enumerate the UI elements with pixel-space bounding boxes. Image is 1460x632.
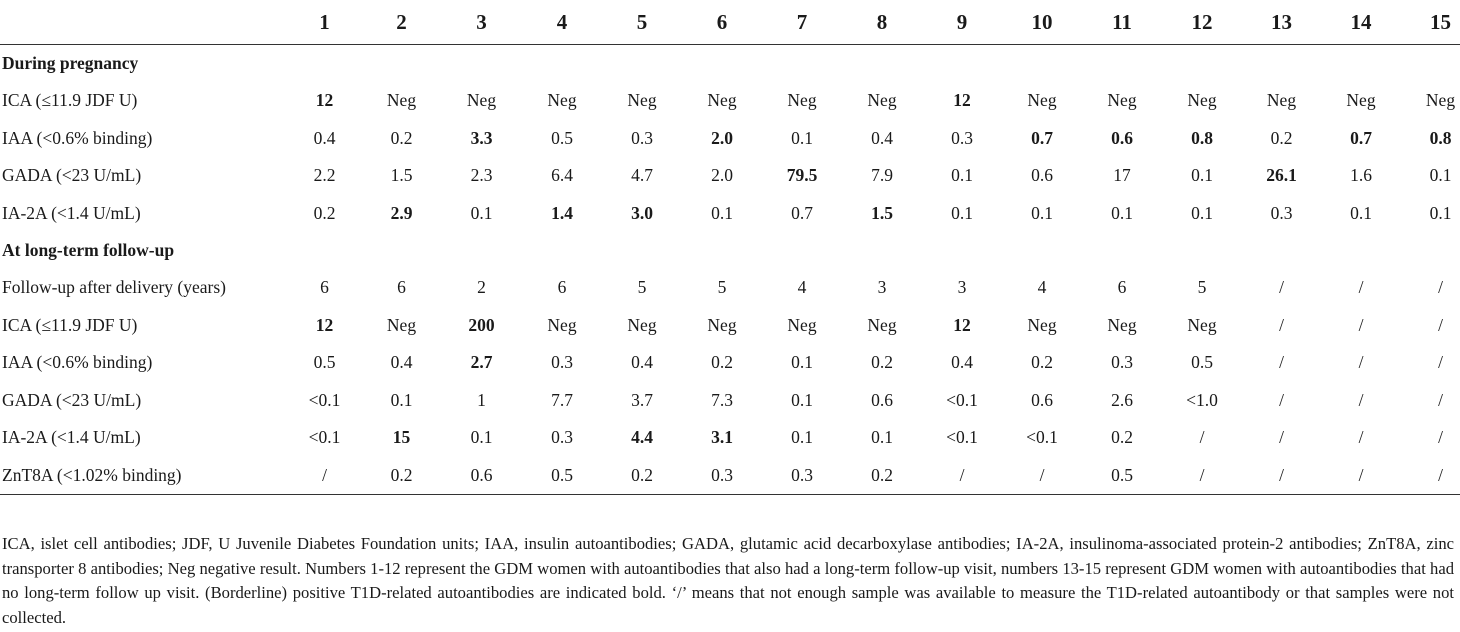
table-cell: 0.5 xyxy=(1191,352,1213,373)
table-cell: / xyxy=(1279,427,1284,448)
table-cell: 5 xyxy=(1197,277,1207,298)
table-cell: Neg xyxy=(386,314,417,335)
table-cell: / xyxy=(1358,427,1364,448)
table-cell: / xyxy=(1279,277,1284,298)
table-cell: 0.1 xyxy=(951,202,973,223)
row-label: ICA (≤11.9 JDF U) xyxy=(2,314,138,335)
table-cell: / xyxy=(1438,352,1443,373)
table-cell: <0.1 xyxy=(1026,427,1058,448)
table-cell: 7.9 xyxy=(871,165,893,186)
table-cell: / xyxy=(1279,389,1284,410)
table-row xyxy=(0,382,1460,420)
table-row xyxy=(0,419,1460,457)
row-label: ZnT8A (<1.02% binding) xyxy=(0,457,287,495)
column-header: 11 xyxy=(1082,0,1162,45)
table-cell: 6 xyxy=(397,277,406,298)
table-cell: Neg xyxy=(1266,90,1297,111)
row-label: IAA (<0.6% binding) xyxy=(2,352,153,373)
table-cell: 0.2 xyxy=(390,127,413,148)
table-cell: Neg xyxy=(386,90,417,111)
table-cell: 2.7 xyxy=(470,352,493,373)
table-cell: 0.2 xyxy=(362,457,441,495)
table-cell: 2.2 xyxy=(313,165,336,186)
table-cell: Neg xyxy=(547,90,577,111)
table-cell: 0.1 xyxy=(1429,165,1452,186)
table-cell: 0.6 xyxy=(1031,389,1053,410)
table-cell: 0.5 xyxy=(1082,457,1162,495)
table-cell: 0.1 xyxy=(470,427,493,448)
table-cell: 0.1 xyxy=(951,165,973,186)
table-cell: 12 xyxy=(315,314,334,335)
table-cell: 0.1 xyxy=(791,389,813,410)
table-cell: / xyxy=(1358,389,1364,410)
table-cell: 0.1 xyxy=(791,352,813,373)
table-cell: 5 xyxy=(637,277,647,298)
table-cell: 0.4 xyxy=(390,352,413,373)
table-cell: 1 xyxy=(477,389,486,410)
table-cell: 6.4 xyxy=(551,165,573,186)
column-header: 14 xyxy=(1321,0,1401,45)
column-header: 2 xyxy=(362,0,441,45)
column-header: 5 xyxy=(602,0,682,45)
table-cell: 0.1 xyxy=(1191,165,1213,186)
table-cell: / xyxy=(1279,314,1284,335)
table-row xyxy=(0,344,1460,382)
row-label: GADA (<23 U/mL) xyxy=(2,389,142,410)
column-header: 13 xyxy=(1242,0,1321,45)
table-cell: 200 xyxy=(468,314,495,335)
table-cell: / xyxy=(1401,457,1460,495)
table-cell: Neg xyxy=(1107,90,1137,111)
table-cell: / xyxy=(287,457,362,495)
row-label: IAA (<0.6% binding) xyxy=(2,127,153,148)
table-cell: 0.3 xyxy=(762,457,842,495)
table-row xyxy=(0,157,1460,195)
table-cell: 0.2 xyxy=(711,352,733,373)
table-cell: 15 xyxy=(392,427,411,448)
table-cell: 0.1 xyxy=(871,427,893,448)
table-cell: 0.2 xyxy=(842,457,922,495)
table-cell: 0.1 xyxy=(1111,202,1133,223)
table-row xyxy=(0,195,1460,233)
table-cell: 0.7 xyxy=(1031,127,1053,148)
section-title: During pregnancy xyxy=(2,53,139,73)
table-cell: 0.8 xyxy=(1191,127,1213,148)
table-cell: 6 xyxy=(1117,277,1127,298)
column-header: 4 xyxy=(522,0,602,45)
table-cell: 3.3 xyxy=(470,127,493,148)
table-cell: / xyxy=(1438,389,1443,410)
table-cell: Neg xyxy=(707,90,737,111)
table-cell: 6 xyxy=(320,277,329,298)
table-footnote: ICA, islet cell antibodies; JDF, U Juvenile Diabetes Foundation units; IAA, insulin autoantibodies; GADA, glutamic acid decarboxylase antibodies; IA-2A, insulinoma-associated protein-2 antibodies; ZnT8A, zinc transporter 8 antibodies; Neg negative result. Numbers 1-12 represent the GDM women with autoantibodies that also had a long-term follow-up visit, numbers 13-15 represent GDM women with autoantibodies that had no long-term follow up visit. (Borderline) positive T1D-related autoantibodies are indicated bold. ‘/’ means that not enough sample was available to measure the T1D-related autoantibody or that samples were not collected. xyxy=(2,534,1454,627)
table-cell: 5 xyxy=(717,277,727,298)
table-cell: 12 xyxy=(953,314,971,335)
table-cell: 0.5 xyxy=(313,352,336,373)
column-header: 10 xyxy=(1002,0,1082,45)
table-cell: 0.1 xyxy=(470,202,493,223)
table-cell: 0.8 xyxy=(1429,127,1452,148)
table-cell: 0.6 xyxy=(441,457,522,495)
column-header: 3 xyxy=(441,0,522,45)
section-header-row xyxy=(0,232,1460,269)
table-cell: 2.3 xyxy=(470,165,493,186)
table-cell: / xyxy=(1358,352,1364,373)
table-cell: 0.3 xyxy=(551,427,573,448)
table-cell: 0.4 xyxy=(871,127,893,148)
table-body xyxy=(0,45,1460,495)
table-cell: Neg xyxy=(547,314,577,335)
table-cell: 2.0 xyxy=(711,165,733,186)
table-cell: / xyxy=(1242,457,1321,495)
table-cell: 0.4 xyxy=(631,352,653,373)
table-cell: 0.2 xyxy=(871,352,893,373)
table-cell: / xyxy=(1358,277,1364,298)
table-cell: 0.1 xyxy=(390,389,413,410)
table-cell: Neg xyxy=(1425,90,1456,111)
table-cell: 0.2 xyxy=(313,202,336,223)
table-cell: 4.7 xyxy=(631,165,653,186)
table-cell: 7.3 xyxy=(711,389,733,410)
column-header: 15 xyxy=(1401,0,1460,45)
table-cell: 0.3 xyxy=(951,127,973,148)
table-cell: 0.5 xyxy=(551,127,573,148)
table-cell: 26.1 xyxy=(1266,165,1297,186)
table-header-row xyxy=(0,0,1460,45)
table-cell: Neg xyxy=(627,90,657,111)
table-cell: Neg xyxy=(1027,90,1057,111)
table-cell: <0.1 xyxy=(946,389,978,410)
table-row xyxy=(0,307,1460,345)
table-cell: 0.5 xyxy=(522,457,602,495)
table-cell: 0.3 xyxy=(551,352,573,373)
table-cell: <0.1 xyxy=(308,427,341,448)
row-label: ICA (≤11.9 JDF U) xyxy=(2,90,138,111)
table-cell: 0.4 xyxy=(951,352,973,373)
table-cell: 4 xyxy=(797,277,807,298)
table-cell: 12 xyxy=(315,90,334,111)
table-cell: 0.4 xyxy=(313,127,336,148)
table-cell: 0.1 xyxy=(791,127,813,148)
table-cell: Neg xyxy=(1346,90,1376,111)
table-cell: 2 xyxy=(477,277,486,298)
table-cell: <0.1 xyxy=(308,389,341,410)
table-cell: Neg xyxy=(466,90,497,111)
column-header: 8 xyxy=(842,0,922,45)
table-row xyxy=(0,457,1460,495)
table-cell: Neg xyxy=(1187,90,1217,111)
table-cell: 3.0 xyxy=(631,202,653,223)
table-cell: 2.9 xyxy=(390,202,413,223)
table-cell: Neg xyxy=(707,314,737,335)
table-cell: 1.4 xyxy=(551,202,573,223)
row-label: Follow-up after delivery (years) xyxy=(2,277,227,298)
table-cell: / xyxy=(922,457,1002,495)
table-row xyxy=(0,269,1460,307)
table-cell: 3 xyxy=(877,277,887,298)
column-header: 6 xyxy=(682,0,762,45)
row-label: IA-2A (<1.4 U/mL) xyxy=(2,427,141,448)
table-cell: Neg xyxy=(867,90,897,111)
table-cell: 0.1 xyxy=(791,427,813,448)
table-cell: Neg xyxy=(1027,314,1057,335)
table-cell: 7.7 xyxy=(551,389,573,410)
table-cell: <0.1 xyxy=(946,427,978,448)
table-cell: Neg xyxy=(1107,314,1137,335)
table-cell: 2.0 xyxy=(711,127,733,148)
table-cell: 0.6 xyxy=(1031,165,1053,186)
table-cell: 1.5 xyxy=(390,165,413,186)
column-header: 12 xyxy=(1162,0,1242,45)
table-cell: / xyxy=(1002,457,1082,495)
table-cell: 0.3 xyxy=(1111,352,1133,373)
column-header: 9 xyxy=(922,0,1002,45)
table-cell: <1.0 xyxy=(1186,389,1218,410)
table-cell: 0.6 xyxy=(871,389,893,410)
table-row xyxy=(0,120,1460,158)
table-cell: 6 xyxy=(557,277,567,298)
table-cell: 0.3 xyxy=(682,457,762,495)
row-label: GADA (<23 U/mL) xyxy=(2,165,142,186)
table-cell: Neg xyxy=(627,314,657,335)
header-label-cell xyxy=(0,0,287,45)
table-cell: 0.1 xyxy=(1191,202,1213,223)
table-cell: 2.6 xyxy=(1111,389,1133,410)
table-cell: 4.4 xyxy=(631,427,653,448)
table-cell: / xyxy=(1438,314,1443,335)
table-cell: 0.2 xyxy=(1111,427,1133,448)
row-label: IA-2A (<1.4 U/mL) xyxy=(2,202,141,223)
table-cell: 1.5 xyxy=(871,202,893,223)
table-cell: / xyxy=(1199,427,1205,448)
table-cell: Neg xyxy=(787,90,817,111)
table-cell: 0.1 xyxy=(711,202,733,223)
section-title: At long-term follow-up xyxy=(2,240,175,260)
table-cell: 0.2 xyxy=(1270,127,1293,148)
table-cell: Neg xyxy=(1187,314,1217,335)
table-cell: 0.2 xyxy=(1031,352,1053,373)
table-cell: 0.6 xyxy=(1111,127,1133,148)
table-cell: 0.3 xyxy=(631,127,653,148)
table-cell: 17 xyxy=(1113,165,1131,186)
table-cell: Neg xyxy=(787,314,817,335)
table-cell: 12 xyxy=(953,90,971,111)
table-cell: 0.2 xyxy=(602,457,682,495)
table-cell: 79.5 xyxy=(786,165,818,186)
table-cell: / xyxy=(1438,277,1443,298)
table-cell: Neg xyxy=(867,314,897,335)
table-cell: 0.1 xyxy=(1350,202,1372,223)
table-cell: / xyxy=(1279,352,1284,373)
table-cell: 1.6 xyxy=(1350,165,1372,186)
table-cell: / xyxy=(1358,314,1364,335)
table-cell: 0.7 xyxy=(1350,127,1372,148)
table-cell: 0.7 xyxy=(791,202,813,223)
table-cell: / xyxy=(1162,457,1242,495)
table-cell: 0.3 xyxy=(1270,202,1293,223)
table-cell: 3 xyxy=(957,277,967,298)
table-cell: 4 xyxy=(1037,277,1047,298)
table-cell: 3.7 xyxy=(631,389,653,410)
table-cell: 0.1 xyxy=(1429,202,1452,223)
section-header-row xyxy=(0,45,1460,83)
table-cell: 0.1 xyxy=(1031,202,1053,223)
table-row xyxy=(0,82,1460,120)
column-header: 1 xyxy=(287,0,362,45)
table-cell: / xyxy=(1438,427,1443,448)
column-header: 7 xyxy=(762,0,842,45)
table-cell: / xyxy=(1321,457,1401,495)
table-cell: 3.1 xyxy=(711,427,733,448)
